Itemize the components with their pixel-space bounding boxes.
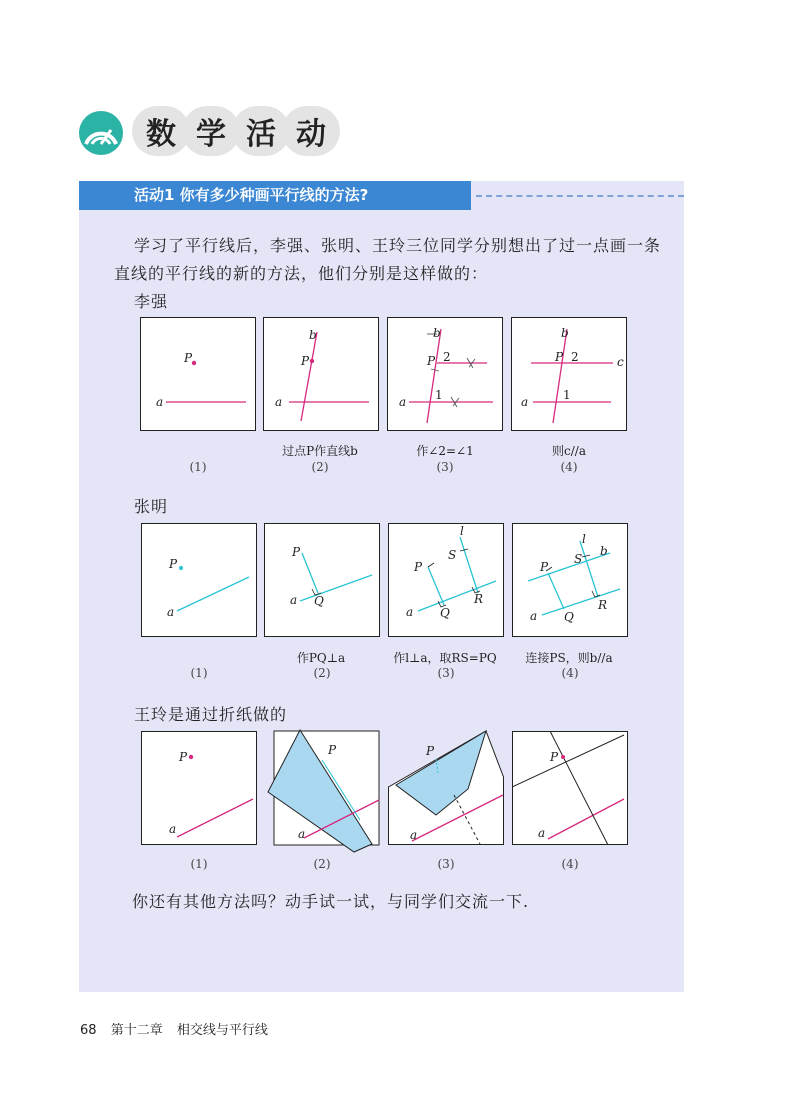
wang-figure-2 xyxy=(264,728,380,853)
point-label: P xyxy=(426,744,435,758)
title-char: 活 xyxy=(232,106,290,156)
title-char: 动 xyxy=(282,106,340,156)
wang-figure-1 xyxy=(141,731,257,845)
line-label: a xyxy=(406,605,414,619)
figure-caption: 作∠2=∠1 xyxy=(416,444,474,458)
line-label: a xyxy=(538,826,546,840)
figure-number: (2) xyxy=(313,857,331,871)
figure-number: (2) xyxy=(313,666,331,680)
angle-label: 1 xyxy=(435,388,443,402)
angle-label: 2 xyxy=(443,350,451,364)
title-char: 数 xyxy=(132,106,190,156)
group-name-li: 李强 xyxy=(134,292,169,311)
activity-heading: 活动1 你有多少种画平行线的方法? xyxy=(79,181,471,210)
zhang-figure-2 xyxy=(264,523,380,637)
figure-caption: 作l⊥a，取RS=PQ xyxy=(393,651,497,665)
figure-caption: 作PQ⊥a xyxy=(296,651,346,665)
figure-number: (4) xyxy=(560,460,578,474)
line-label: b xyxy=(600,544,608,558)
point-label: P xyxy=(301,354,310,368)
closing-question: 你还有其他方法吗？动手试一试，与同学们交流一下. xyxy=(132,892,530,911)
line-label: l xyxy=(460,524,464,538)
figure-number: (2) xyxy=(311,460,329,474)
point-label: P xyxy=(427,354,436,368)
figure-number: (3) xyxy=(436,460,454,474)
figure-number: (1) xyxy=(190,857,208,871)
intro-paragraph: 学习了平行线后，李强、张明、王玲三位同学分别想出了过一点画一条直线的平行线的新的方法，他们分别是这样做的： xyxy=(114,236,662,283)
point-label: P xyxy=(414,560,423,574)
li-figure-1 xyxy=(140,317,256,431)
angle-label: 2 xyxy=(571,350,579,364)
figure-caption: 则c//a xyxy=(552,444,586,458)
wang-figure-3 xyxy=(388,729,504,845)
li-figure-4 xyxy=(511,317,627,431)
line-label: a xyxy=(530,609,538,623)
figure-caption: 过点P作直线b xyxy=(282,444,358,458)
page-number: 68 xyxy=(80,1023,97,1038)
figure-number: (1) xyxy=(190,666,208,680)
point-label: P xyxy=(328,743,337,757)
line-label: a xyxy=(399,395,407,409)
line-label: l xyxy=(582,532,586,546)
line-label: a xyxy=(167,605,175,619)
figure-number: (3) xyxy=(437,666,455,680)
page-title xyxy=(132,106,332,156)
point-label: R xyxy=(598,598,608,612)
line-label: a xyxy=(521,395,529,409)
point-label: P xyxy=(179,750,188,764)
point-label: P xyxy=(555,350,564,364)
point-label: P xyxy=(184,351,193,365)
li-figure-2 xyxy=(263,317,379,431)
line-label: a xyxy=(410,828,418,842)
line-label: b xyxy=(309,328,317,342)
line-label: a xyxy=(156,395,164,409)
figure-number: (1) xyxy=(189,460,207,474)
chapter-logo-icon xyxy=(78,110,124,156)
heading-divider xyxy=(476,195,684,197)
zhang-figure-3 xyxy=(388,523,504,637)
line-label: a xyxy=(298,827,306,841)
zhang-figure-4 xyxy=(512,523,628,637)
line-label: a xyxy=(169,822,177,836)
point-label: P xyxy=(550,750,559,764)
figure-number: (3) xyxy=(437,857,455,871)
chapter-label: 第十二章 xyxy=(110,1023,163,1038)
page-footer xyxy=(80,1019,278,1038)
angle-label: 1 xyxy=(563,388,571,402)
figure-number: (4) xyxy=(561,666,579,680)
point-label: Q xyxy=(440,606,450,620)
group-name-zhang: 张明 xyxy=(134,497,169,516)
point-label: P xyxy=(540,560,549,574)
li-figure-3 xyxy=(387,317,503,431)
title-char: 学 xyxy=(182,106,240,156)
line-label: c xyxy=(617,355,624,369)
point-label: P xyxy=(169,557,178,571)
point-label: R xyxy=(474,592,484,606)
section-label: 相交线与平行线 xyxy=(176,1023,268,1038)
group-name-wang: 王玲是通过折纸做的 xyxy=(134,705,288,724)
line-label: a xyxy=(290,593,298,607)
figure-number: (4) xyxy=(561,857,579,871)
point-label: S xyxy=(448,548,457,562)
zhang-figure-1 xyxy=(141,523,257,637)
point-label: Q xyxy=(564,610,574,624)
point-label: P xyxy=(292,545,301,559)
line-label: b xyxy=(561,326,569,340)
line-label: b xyxy=(433,326,441,340)
figure-caption: 连接PS，则b//a xyxy=(525,651,613,665)
line-label: a xyxy=(275,395,283,409)
wang-figure-4 xyxy=(512,731,628,845)
point-label: Q xyxy=(314,594,324,608)
point-label: S xyxy=(574,552,583,566)
